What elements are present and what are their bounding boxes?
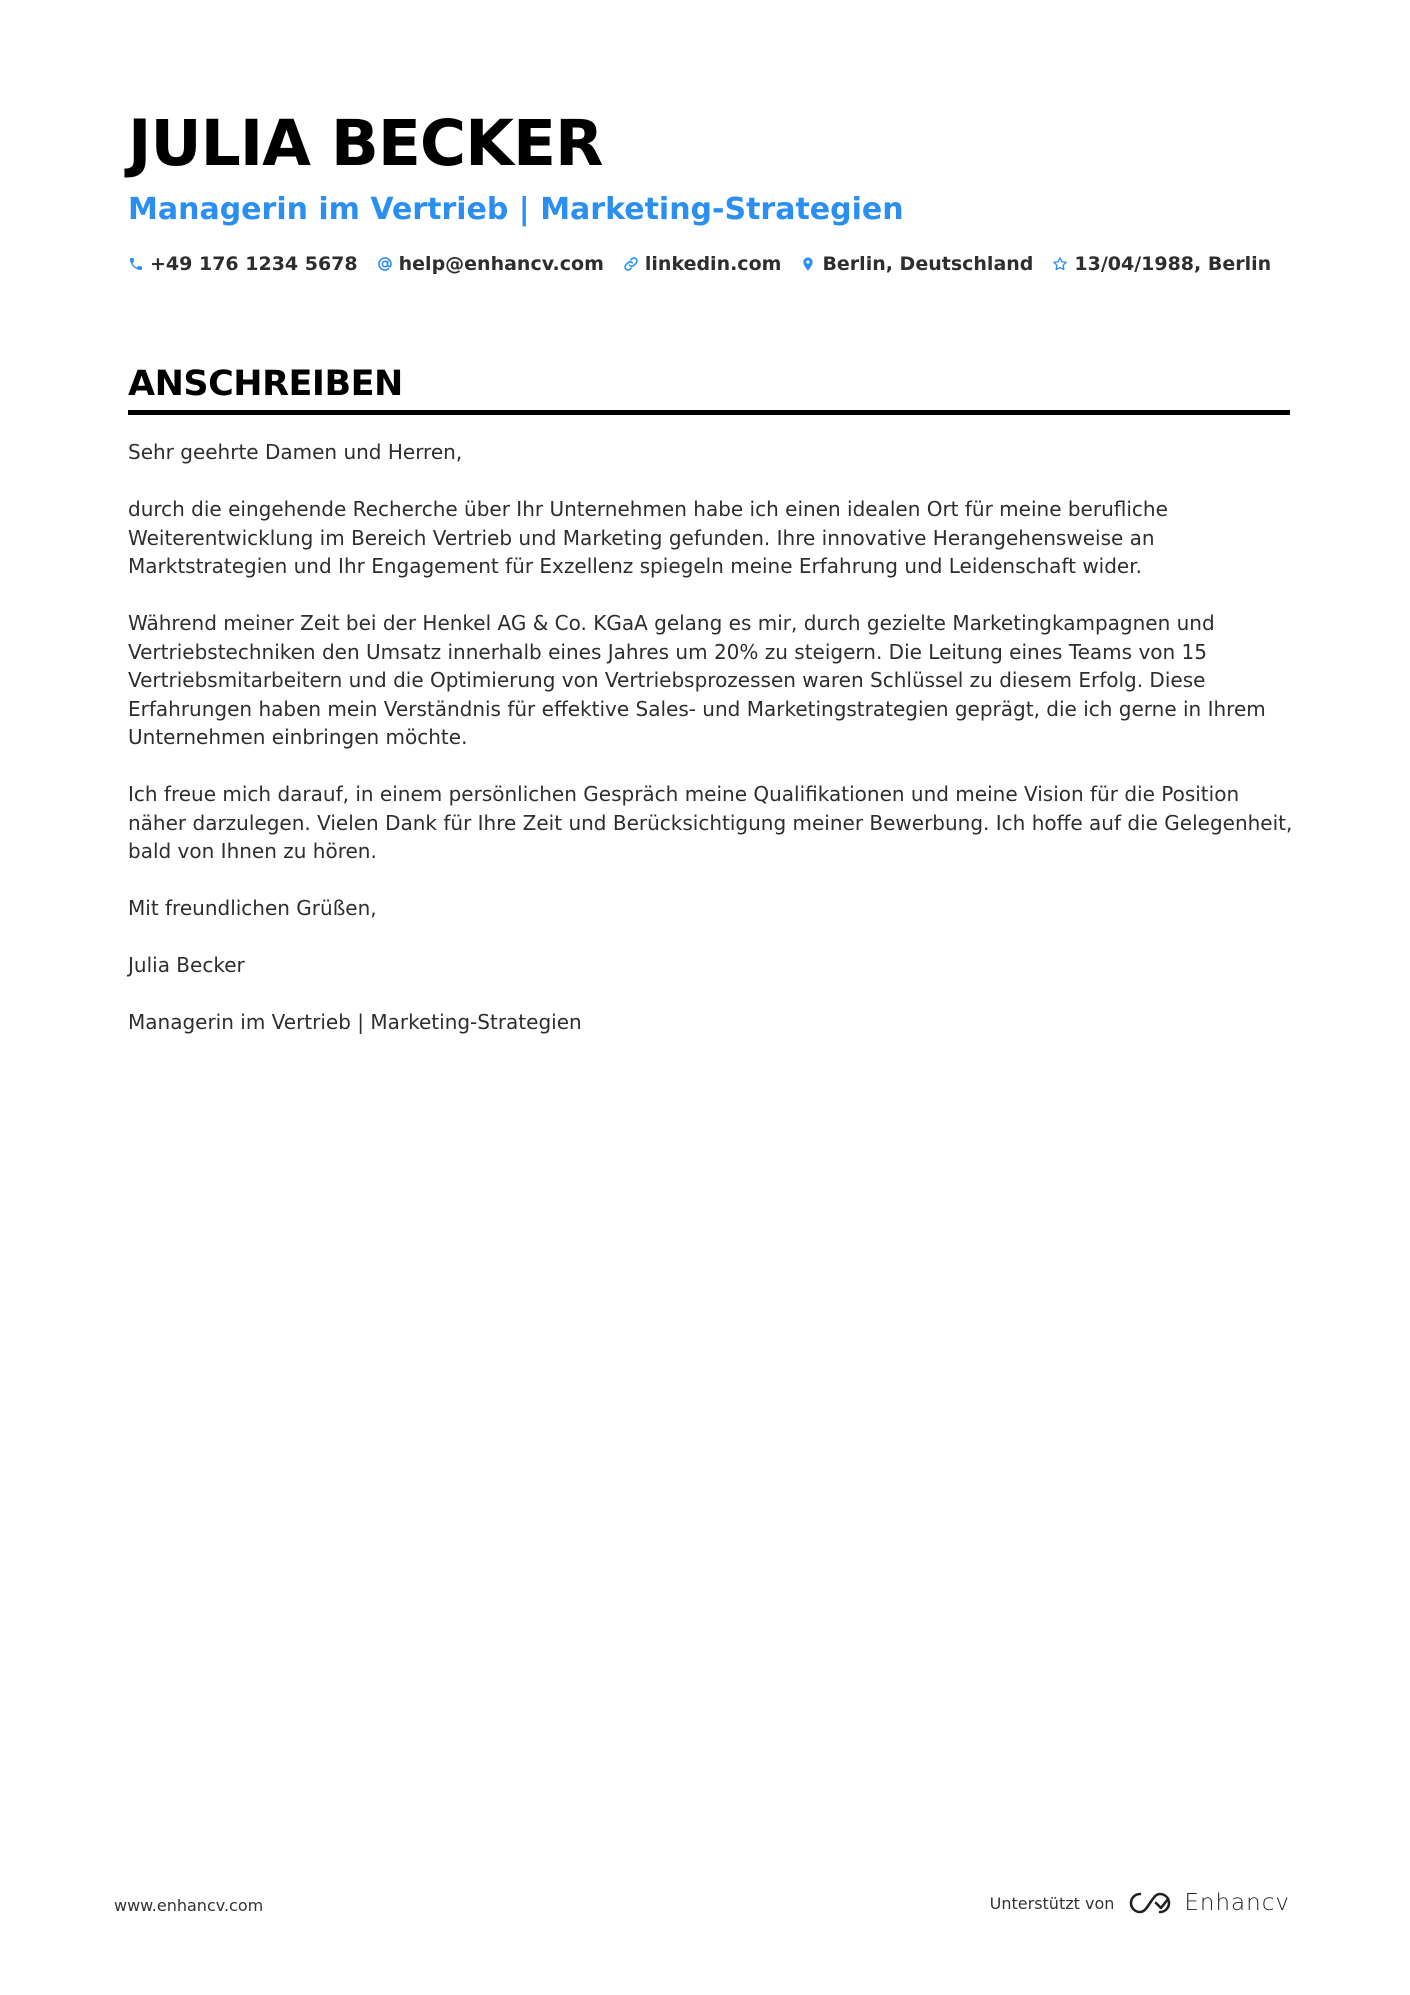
contact-birthdate-text: 13/04/1988, Berlin (1074, 253, 1272, 275)
signature-title: Managerin im Vertrieb | Marketing-Strategien (128, 1010, 582, 1034)
letter-body (128, 438, 1293, 1065)
contact-phone-text: +49 176 1234 5678 (150, 253, 358, 275)
star-icon (1052, 256, 1068, 272)
contact-linkedin[interactable] (623, 253, 782, 275)
candidate-title: Managerin im Vertrieb | Marketing-Strategien (128, 192, 904, 227)
footer-website[interactable]: www.enhancv.com (114, 1896, 264, 1915)
at-icon (377, 256, 393, 272)
contact-phone[interactable] (128, 253, 358, 275)
phone-icon (128, 256, 144, 272)
letter-salutation: Sehr geehrte Damen und Herren, (128, 440, 463, 464)
section-title: ANSCHREIBEN (128, 364, 403, 404)
brand-name: Enhancv (1184, 1890, 1290, 1916)
footer-powered-by[interactable] (990, 1890, 1290, 1916)
letter-paragraph: Während meiner Zeit bei der Henkel AG & Co. KGaA gelang es mir, durch gezielte Marketingkampagnen und Vertriebstechniken den Umsatz innerhalb eines Jahres um 20% zu steigern. Die Leitung eines Teams von 15 Vertriebsmitarbeitern und die Optimierung von Vertriebsprozessen waren Schlüssel zu diesem Erfolg. Diese Erfahrungen haben mein Verständnis für effektive Sales- und Marketingstrategien geprägt, die ich gerne in Ihrem Unternehmen einbringen möchte. (128, 611, 1266, 749)
contact-email-text: help@enhancv.com (398, 253, 604, 275)
contact-birthdate (1052, 253, 1271, 275)
contact-email[interactable] (377, 253, 604, 275)
contact-bar (128, 253, 1290, 275)
signature-name: Julia Becker (128, 953, 245, 977)
section-divider (128, 410, 1290, 415)
powered-by-label: Unterstützt von (989, 1893, 1115, 1913)
location-pin-icon (800, 256, 816, 272)
candidate-name: JULIA BECKER (128, 107, 603, 180)
letter-paragraph: Ich freue mich darauf, in einem persönlichen Gespräch meine Qualifikationen und meine Vision für die Position näher darzulegen. Vielen Dank für Ihre Zeit und Berücksichtigung meiner Bewerbung. Ich hoffe auf die Gelegenheit, bald von Ihnen zu hören. (128, 782, 1293, 863)
letter-closing: Mit freundlichen Grüßen, (128, 896, 377, 920)
link-icon (623, 256, 639, 272)
letter-paragraph: durch die eingehende Recherche über Ihr Unternehmen habe ich einen idealen Ort für meine berufliche Weiterentwicklung im Bereich Vertrieb und Marketing gefunden. Ihre innovative Herangehensweise an Marktstrategien und Ihr Engagement für Exzellenz spiegeln meine Erfahrung und Leidenschaft wider. (128, 497, 1168, 578)
contact-location (800, 253, 1033, 275)
contact-linkedin-text: linkedin.com (644, 253, 782, 275)
contact-location-text: Berlin, Deutschland (822, 253, 1034, 275)
enhancv-logo-icon (1126, 1890, 1174, 1916)
